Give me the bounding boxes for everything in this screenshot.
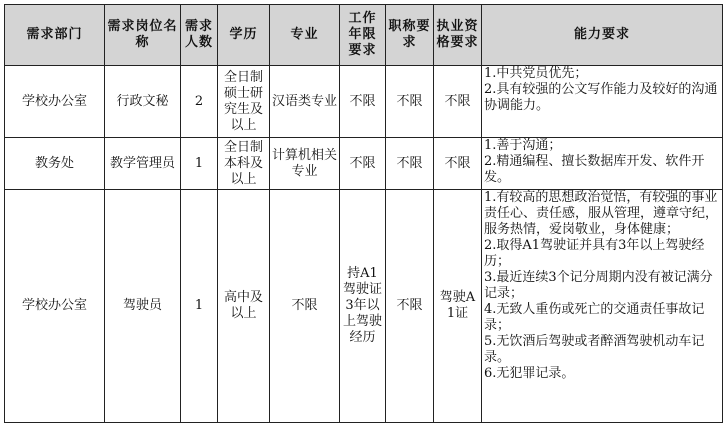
ability-item: 6.无犯罪记录。: [484, 366, 575, 381]
header-position: 需求岗位名称: [105, 5, 181, 66]
cell-qualification: 驾驶A1证: [434, 190, 482, 423]
cell-count: 1: [181, 190, 218, 423]
recruitment-table: [4, 4, 723, 423]
cell-experience: 不限: [340, 66, 386, 138]
cell-department: 学校办公室: [5, 190, 105, 423]
cell-education: 全日制硕士研究生及以上: [218, 66, 270, 138]
cell-position: 教学管理员: [105, 138, 181, 190]
ability-item: 2.取得A1驾驶证并具有3年以上驾驶经历；: [484, 238, 705, 269]
header-count: 需求人数: [181, 5, 218, 66]
cell-count: 1: [181, 138, 218, 190]
cell-count: 2: [181, 66, 218, 138]
cell-ability: [482, 190, 723, 423]
ability-item: 1.善于沟通；: [484, 138, 562, 153]
ability-item: 2.具有较强的公文写作能力及较好的沟通协调能力。: [484, 82, 718, 113]
cell-ability: [482, 138, 723, 190]
table-row: [5, 66, 723, 138]
cell-qualification: 不限: [434, 138, 482, 190]
cell-department: 教务处: [5, 138, 105, 190]
header-qualification: 执业资格要求: [434, 5, 482, 66]
cell-department: 学校办公室: [5, 66, 105, 138]
ability-item: 4.无致人重伤或死亡的交通责任事故记录；: [484, 302, 705, 333]
table-row: [5, 190, 723, 423]
cell-experience: 持A1驾驶证3年以上驾驶经历: [340, 190, 386, 423]
ability-item: 3.最近连续3个记分周期内没有被记满分记录；: [484, 270, 713, 301]
header-department: 需求部门: [5, 5, 105, 66]
ability-item: 1.中共党员优先；: [484, 66, 588, 81]
cell-qualification: 不限: [434, 66, 482, 138]
header-title: 职称要求: [386, 5, 434, 66]
cell-title: 不限: [386, 138, 434, 190]
header-ability: 能力要求: [482, 5, 723, 66]
cell-title: 不限: [386, 66, 434, 138]
ability-item: 1.有较高的思想政治觉悟，有较强的事业责任心、责任感，服从管理，遵章守纪，服务热情，爱岗敬业，身体健康；: [484, 190, 719, 237]
cell-position: 行政文秘: [105, 66, 181, 138]
header-experience: 工作年限要求: [340, 5, 386, 66]
cell-major: 汉语类专业: [270, 66, 340, 138]
cell-position: 驾驶员: [105, 190, 181, 423]
cell-major: 计算机相关专业: [270, 138, 340, 190]
cell-ability: [482, 66, 723, 138]
header-row: [5, 5, 723, 66]
cell-education: 全日制本科及以上: [218, 138, 270, 190]
header-education: 学历: [218, 5, 270, 66]
cell-title: 不限: [386, 190, 434, 423]
cell-experience: 不限: [340, 138, 386, 190]
ability-item: 2.精通编程、擅长数据库开发、软件开发。: [484, 154, 705, 185]
cell-education: 高中及以上: [218, 190, 270, 423]
ability-item: 5.无饮酒后驾驶或者醉酒驾驶机动车记录。: [484, 334, 705, 365]
table-row: [5, 138, 723, 190]
header-major: 专业: [270, 5, 340, 66]
cell-major: 不限: [270, 190, 340, 423]
